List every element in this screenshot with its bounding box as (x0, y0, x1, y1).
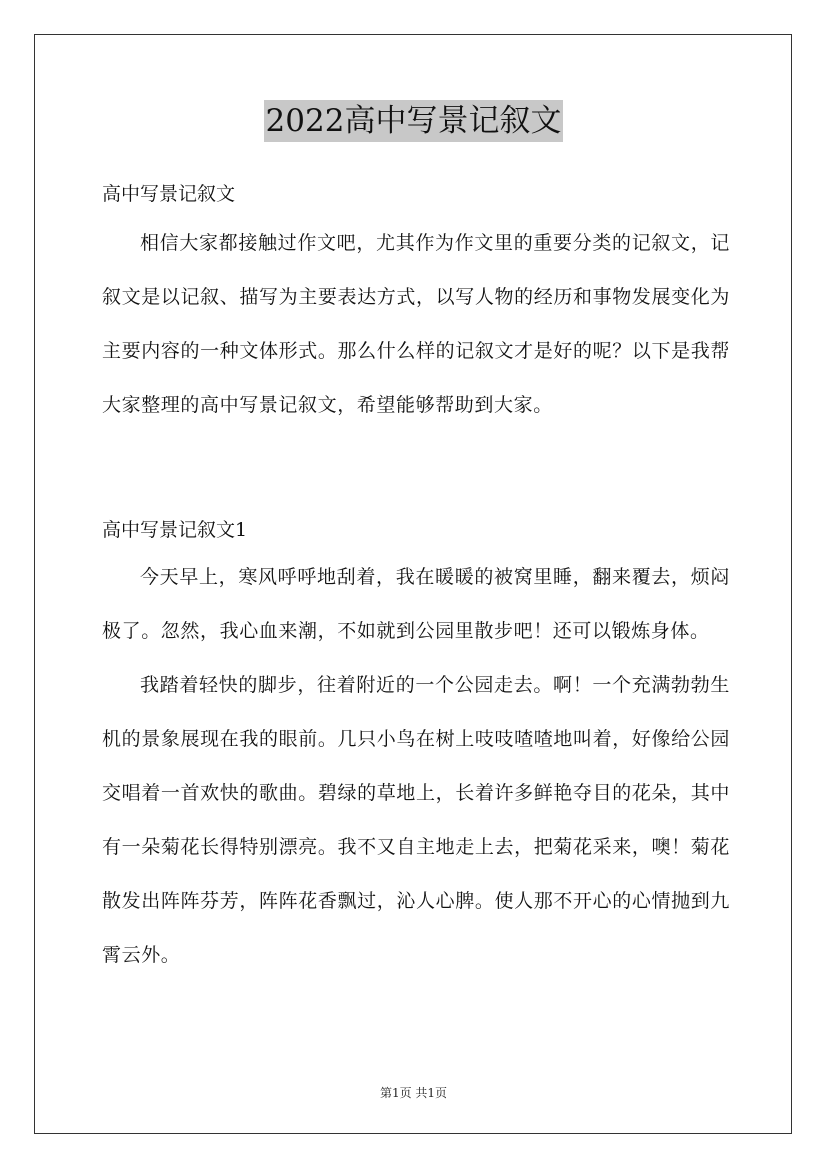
section-paragraph: 今天早上，寒风呼呼地刮着，我在暖暖的被窝里睡，翻来覆去，烦闷极了。忽然，我心血来潮，不如就到公园里散步吧！还可以锻炼身体。 (102, 566, 730, 642)
intro-paragraph: 相信大家都接触过作文吧，尤其作为作文里的重要分类的记叙文，记叙文是以记叙、描写为主要表达方式，以写人物的经历和事物发展变化为主要内容的一种文体形式。那么什么样的记叙文才是好的呢？以下是我帮大家整理的高中写景记叙文，希望能够帮助到大家。 (102, 232, 730, 416)
page-footer (0, 1084, 827, 1101)
document-subtitle: 高中写景记叙文 (102, 183, 236, 205)
section-spacer (102, 432, 730, 486)
title-container (0, 100, 827, 142)
section-heading: 高中写景记叙文1 (102, 519, 248, 541)
page-number-label: 第1页 共1页 (379, 1086, 448, 1100)
section-paragraph: 我踏着轻快的脚步，往着附近的一个公园走去。啊！一个充满勃勃生机的景象展现在我的眼前。几只小鸟在树上吱吱喳喳地叫着，好像给公园交唱着一首欢快的歌曲。碧绿的草地上，长着许多鲜艳夺目的花朵，其中有一朵菊花长得特别漂亮。我不又自主地走上去，把菊花采来，噢！菊花散发出阵阵芬芳，阵阵花香飘过，沁人心脾。使人那不开心的心情抛到九霄云外。 (102, 674, 730, 966)
document-body (102, 172, 730, 982)
document-title: 2022高中写景记叙文 (264, 100, 564, 142)
